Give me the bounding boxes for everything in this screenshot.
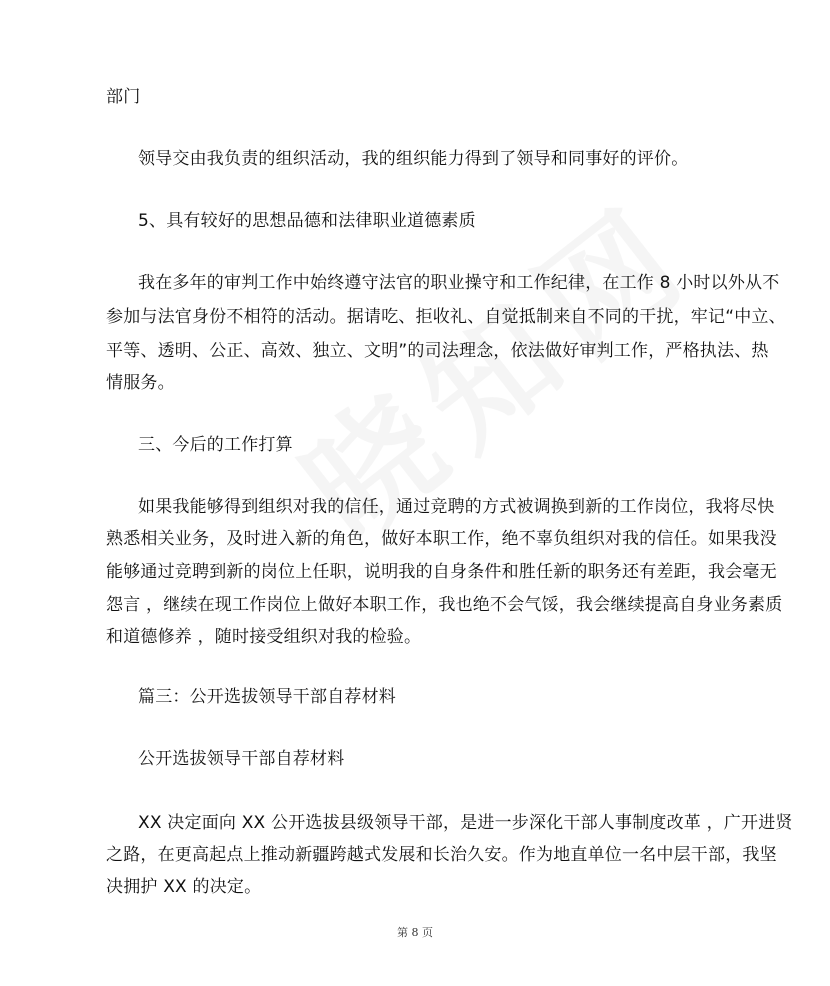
text-line: 领导交由我负责的组织活动，我的组织能力得到了领导和同事好的评价。 [138,149,689,169]
text-line: 能够通过竞聘到新的岗位上任职，说明我的自身条件和胜任新的职务还有差距，我会毫无 [106,562,777,582]
text-line: 怨言 ，继续在现工作岗位上做好本职工作，我也绝不会气馁，我会继续提高自身业务素质 [106,595,783,615]
section-heading: 三、今后的工作打算 [138,435,293,455]
text-line: 如果我能够得到组织对我的信任，通过竞聘的方式被调换到新的工作岗位，我将尽快 [138,497,775,517]
text-line: 之路，在更高起点上推动新疆跨越式发展和长治久安。作为地直单位一名中层干部，我坚 [106,845,777,865]
text-line: 我在多年的审判工作中始终遵守法官的职业操守和工作纪律，在工作 8 小时以外从不 [138,273,780,293]
text-line: 和道德修养 ，随时接受组织对我的检验。 [106,627,422,647]
text-line: 平等、透明、公正、高效、独立、文明”的司法理念，依法做好审判工作，严格执法、热 [106,341,769,361]
text-line: 情服务。 [106,373,175,393]
section-heading: 篇三：公开选拔领导干部自荐材料 [138,687,396,707]
section-heading: 公开选拔领导干部自荐材料 [138,749,345,769]
text-line: XX 决定面向 XX 公开选拔县级领导干部，是进一步深化干部人事制度改革 ，广开进贤 [138,813,793,833]
section-heading: 5、具有较好的思想品德和法律职业道德素质 [138,211,476,231]
text-line: 熟悉相关业务，及时进入新的角色，做好本职工作，绝不辜负组织对我的信任。如果我没 [106,529,777,549]
page-number: 第 8 页 [397,926,433,939]
text-line: 决拥护 XX 的决定。 [106,877,262,897]
text-line: 部门 [106,87,141,107]
text-line: 参加与法官身份不相符的活动。据请吃、拒收礼、自觉抵制来自不同的干扰，牢记“中立、 [106,307,786,327]
